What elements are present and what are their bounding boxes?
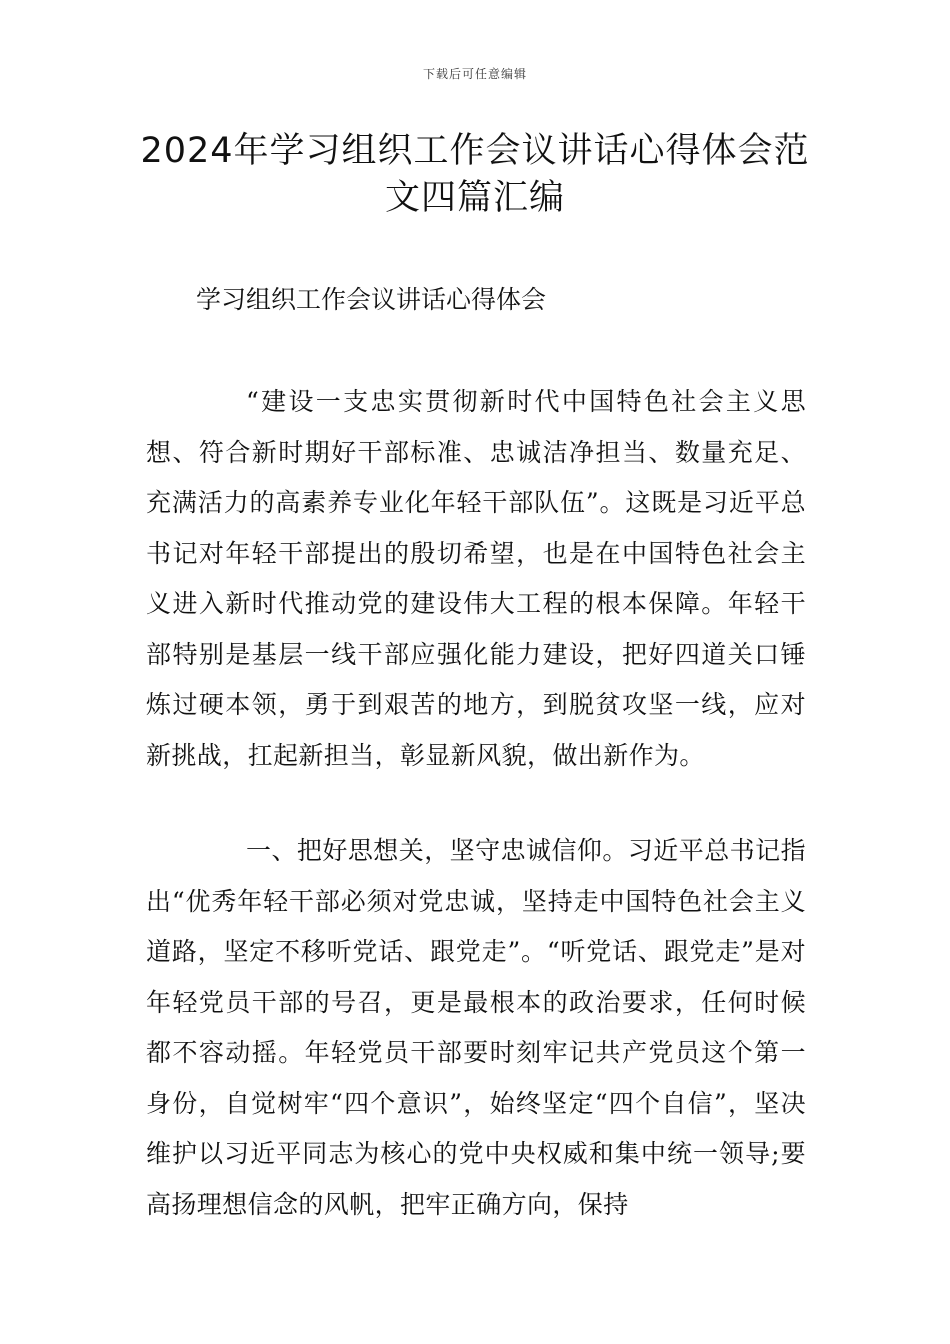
header-note: 下载后可任意编辑 xyxy=(422,67,527,81)
body-paragraph: 一、把好思想关，坚守忠诚信仰。习近平总书记指出“优秀年轻干部必须对党忠诚，坚持走中国特色社会主义道路，坚定不移听党话、跟党走”。“听党话、跟党走”是对年轻党员干部的号召，更是最根本的政治要求，任何时候都不容动摇。年轻党员干部要时刻牢记共产党员这个第一身份，自觉树牢“四个意识”，始终坚定“四个自信”，坚决维护以习近平同志为核心的党中央权威和集中统一领导;要高扬理想信念的风帆，把牢正确方向，保持 xyxy=(146,836,806,1219)
section-subtitle: 学习组织工作会议讲话心得体会 xyxy=(196,285,547,314)
body-paragraph: “建设一支忠实贯彻新时代中国特色社会主义思想、符合新时期好干部标准、忠诚洁净担当、数量充足、充满活力的高素养专业化年轻干部队伍”。这既是习近平总书记对年轻干部提出的殷切希望，也是在中国特色社会主义进入新时代推动党的建设伟大工程的根本保障。年轻干部特别是基层一线干部应强化能力建设，把好四道关口锤炼过硬本领，勇于到艰苦的地方，到脱贫攻坚一线，应对新挑战，扛起新担当，彰显新风貌，做出新作为。 xyxy=(146,387,806,770)
document-title: 2024年学习组织工作会议讲话心得体会范文四篇汇编 xyxy=(140,131,810,218)
